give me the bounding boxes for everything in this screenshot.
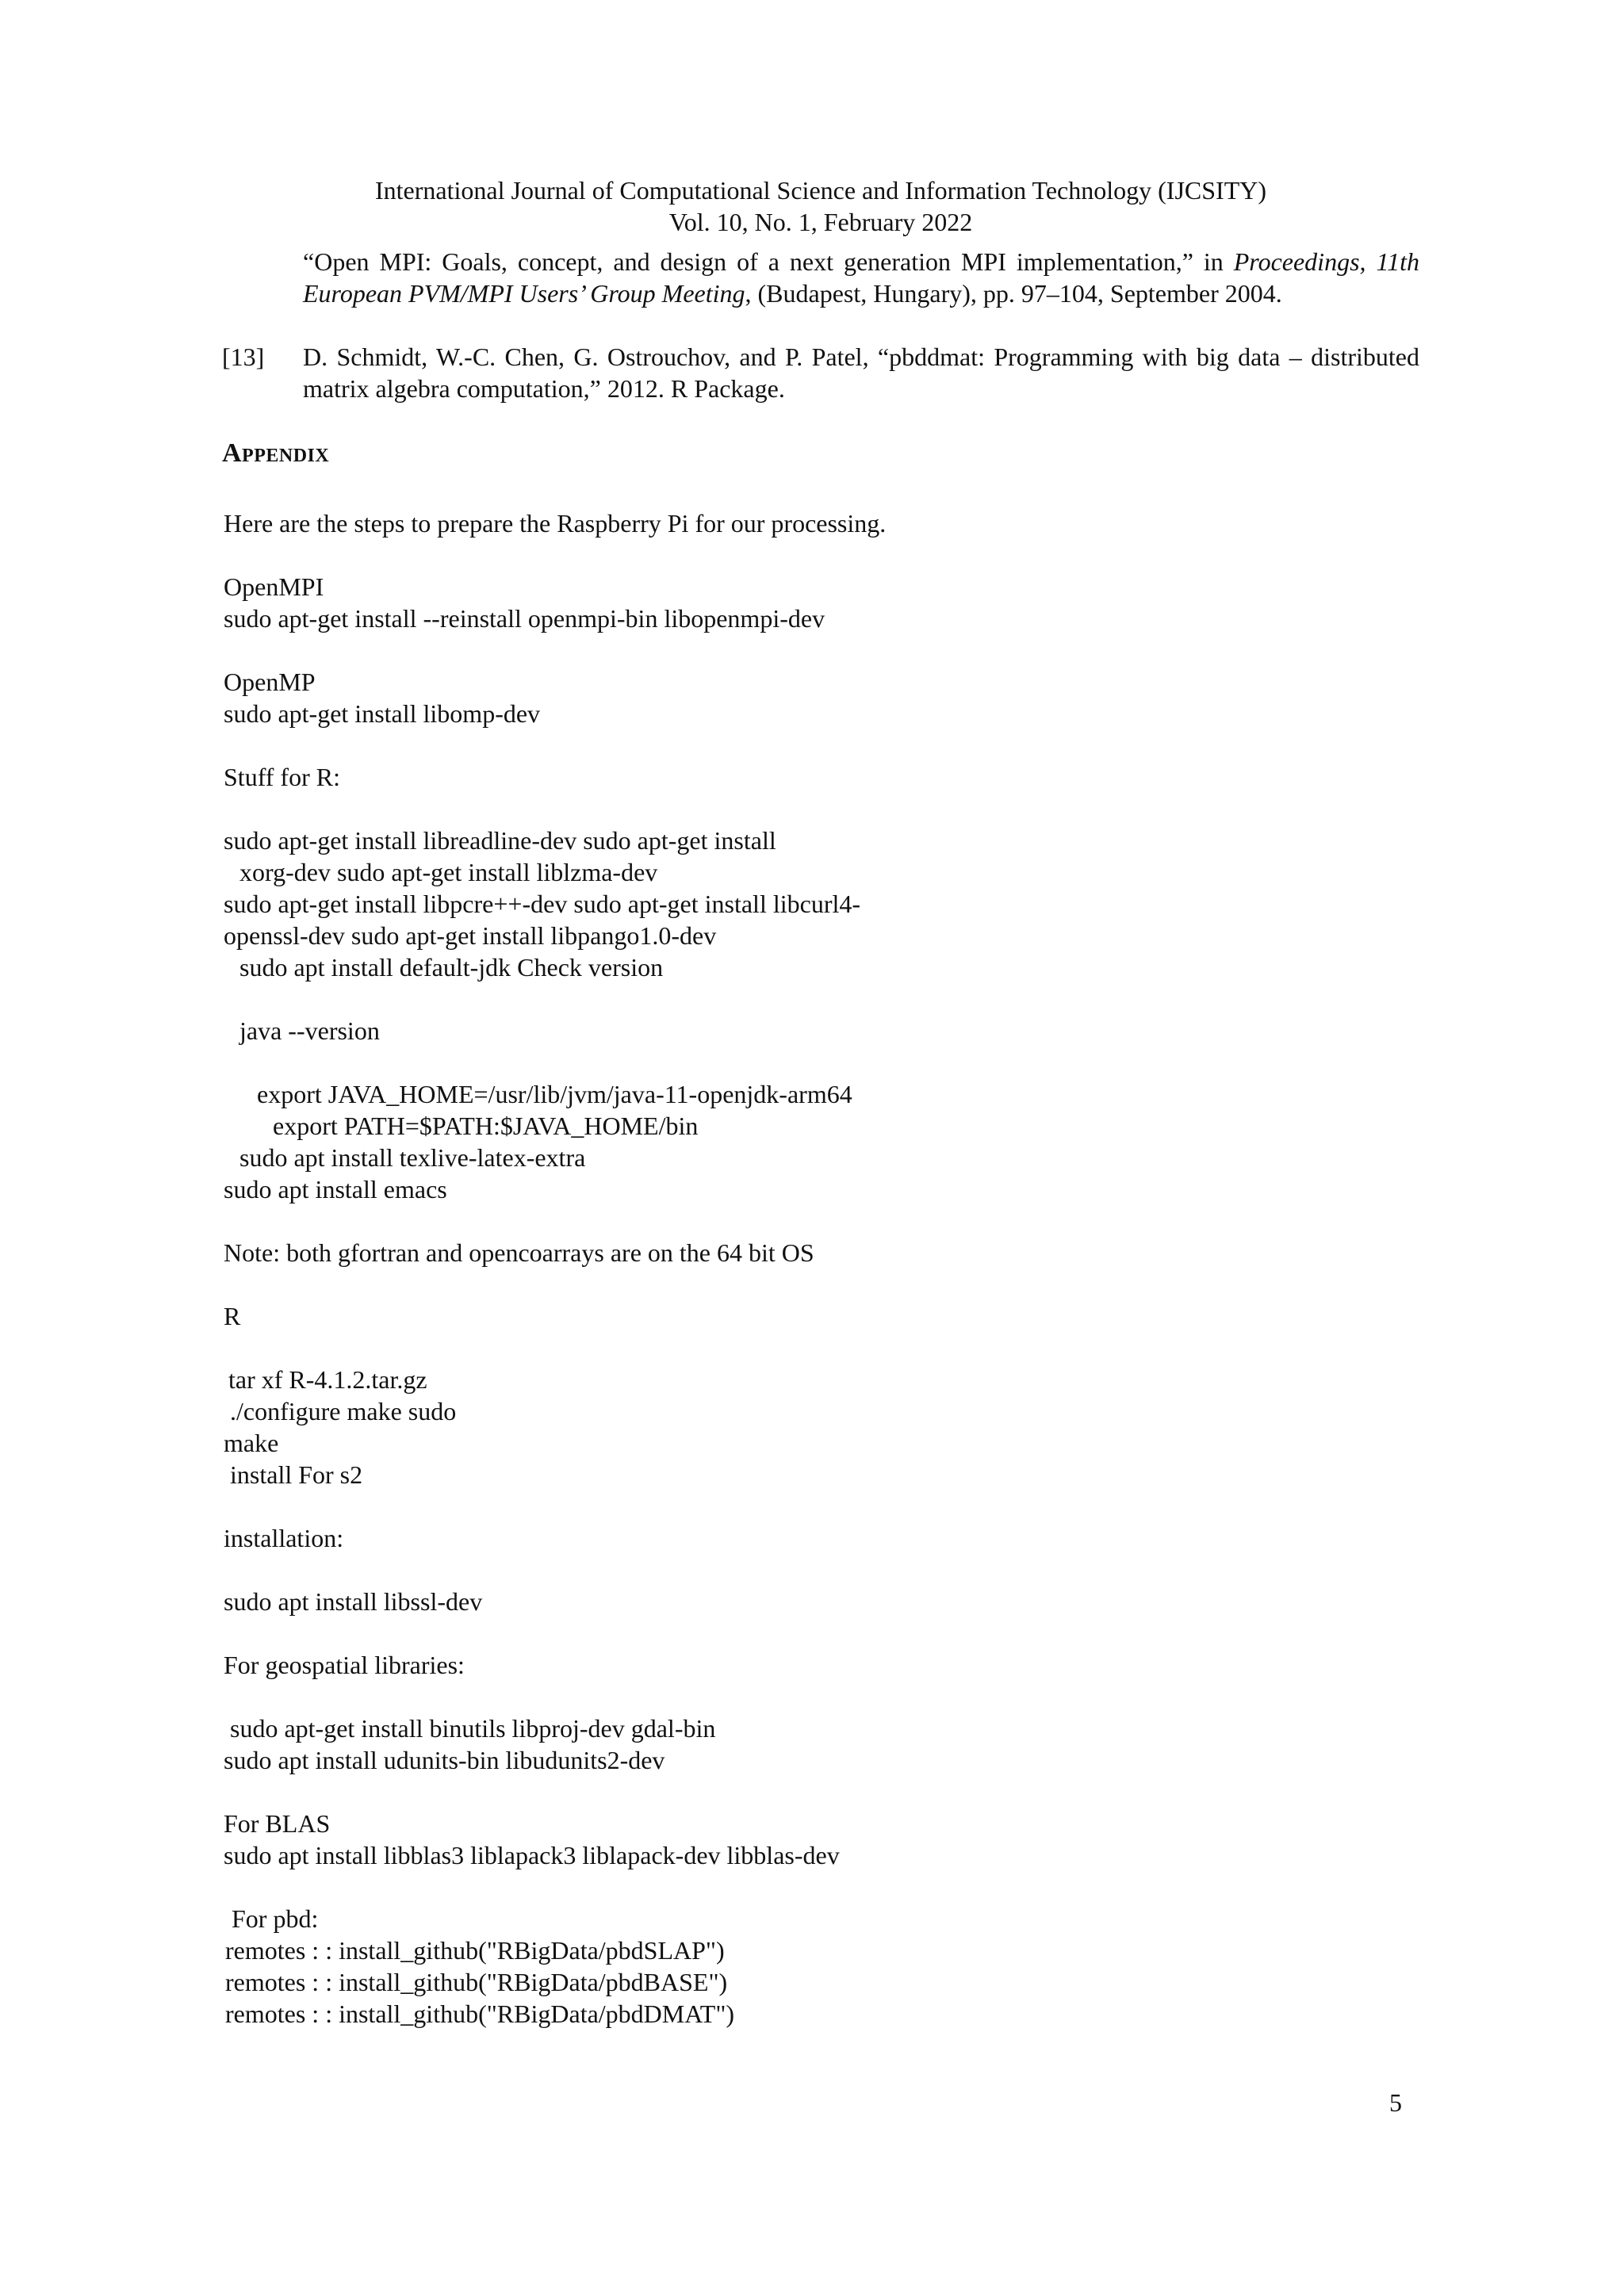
journal-volume: Vol. 10, No. 1, February 2022	[668, 208, 973, 236]
appendix-line: sudo apt-get install libpcre++-dev sudo apt-get install libcurl4-	[224, 890, 861, 918]
page-number: 5	[1389, 2088, 1402, 2117]
appendix-line: sudo apt-get install libreadline-dev sudo apt-get install	[224, 826, 776, 855]
reference-venue-italic: Proceedings, 11th European PVM/MPI Users’ Group Meeting	[303, 247, 1420, 308]
appendix-line: sudo apt-get install binutils libproj-dev gdal-bin	[230, 1714, 716, 1743]
appendix-line: ./configure make sudo	[230, 1397, 457, 1425]
appendix-line: sudo apt-get install libomp-dev	[224, 699, 541, 728]
appendix-line: R	[224, 1302, 241, 1330]
appendix-line: tar xf R-4.1.2.tar.gz	[228, 1365, 427, 1394]
appendix-line: sudo apt install udunits-bin libudunits2-dev	[224, 1746, 665, 1774]
reference-text-tail: , (Budapest, Hungary), pp. 97–104, September 2004.	[745, 279, 1282, 308]
appendix-line: sudo apt-get install --reinstall openmpi-bin libopenmpi-dev	[224, 604, 825, 633]
appendix-line: openssl-dev sudo apt-get install libpango1.0-dev	[224, 921, 717, 950]
appendix-line: export PATH=$PATH:$JAVA_HOME/bin	[273, 1112, 699, 1140]
appendix-line: installation:	[224, 1524, 344, 1552]
running-header	[222, 174, 1419, 238]
appendix-line: install For s2	[230, 1460, 363, 1489]
appendix-intro: Here are the steps to prepare the Raspberry Pi for our processing.	[224, 509, 887, 538]
appendix-line: java --version	[239, 1016, 380, 1045]
reference-number: [13]	[222, 342, 265, 371]
appendix-heading: Appendix	[222, 438, 330, 468]
appendix-line: sudo apt install emacs	[224, 1175, 447, 1203]
appendix-line: sudo apt install libblas3 liblapack3 liblapack-dev libblas-dev	[224, 1841, 840, 1869]
reference-text: “Open MPI: Goals, concept, and design of a next generation MPI implementation,” in	[303, 247, 1234, 276]
appendix-line: remotes : : install_github("RBigData/pbdBASE")	[225, 1968, 728, 1996]
appendix-line: remotes : : install_github("RBigData/pbdSLAP")	[225, 1936, 725, 1965]
reference-text: D. Schmidt, W.-C. Chen, G. Ostrouchov, and P. Patel, “pbddmat: Programming with big data – distributed matrix algebra computation,” 2012. R Package.	[303, 342, 1419, 403]
appendix-line: sudo apt install texlive-latex-extra	[239, 1143, 586, 1172]
appendix-line: Note: both gfortran and opencoarrays are on the 64 bit OS	[224, 1238, 814, 1267]
appendix-line: OpenMPI	[224, 572, 324, 601]
appendix-line: make	[224, 1429, 279, 1457]
appendix-line: sudo apt install libssl-dev	[224, 1587, 483, 1616]
appendix-line: export JAVA_HOME=/usr/lib/jvm/java-11-openjdk-arm64	[257, 1080, 852, 1108]
appendix-line: For BLAS	[224, 1809, 331, 1838]
appendix-line: For geospatial libraries:	[224, 1651, 465, 1679]
appendix-line: Stuff for R:	[224, 763, 340, 791]
appendix-line: For pbd:	[232, 1904, 319, 1933]
appendix-line: xorg-dev sudo apt-get install liblzma-dev	[239, 858, 658, 886]
appendix-line: remotes : : install_github("RBigData/pbdDMAT")	[225, 1999, 735, 2028]
appendix-line: OpenMP	[224, 668, 316, 696]
journal-title: International Journal of Computational Science and Information Technology (IJCSITY)	[375, 176, 1266, 205]
appendix-line: sudo apt install default-jdk Check version	[239, 953, 664, 982]
